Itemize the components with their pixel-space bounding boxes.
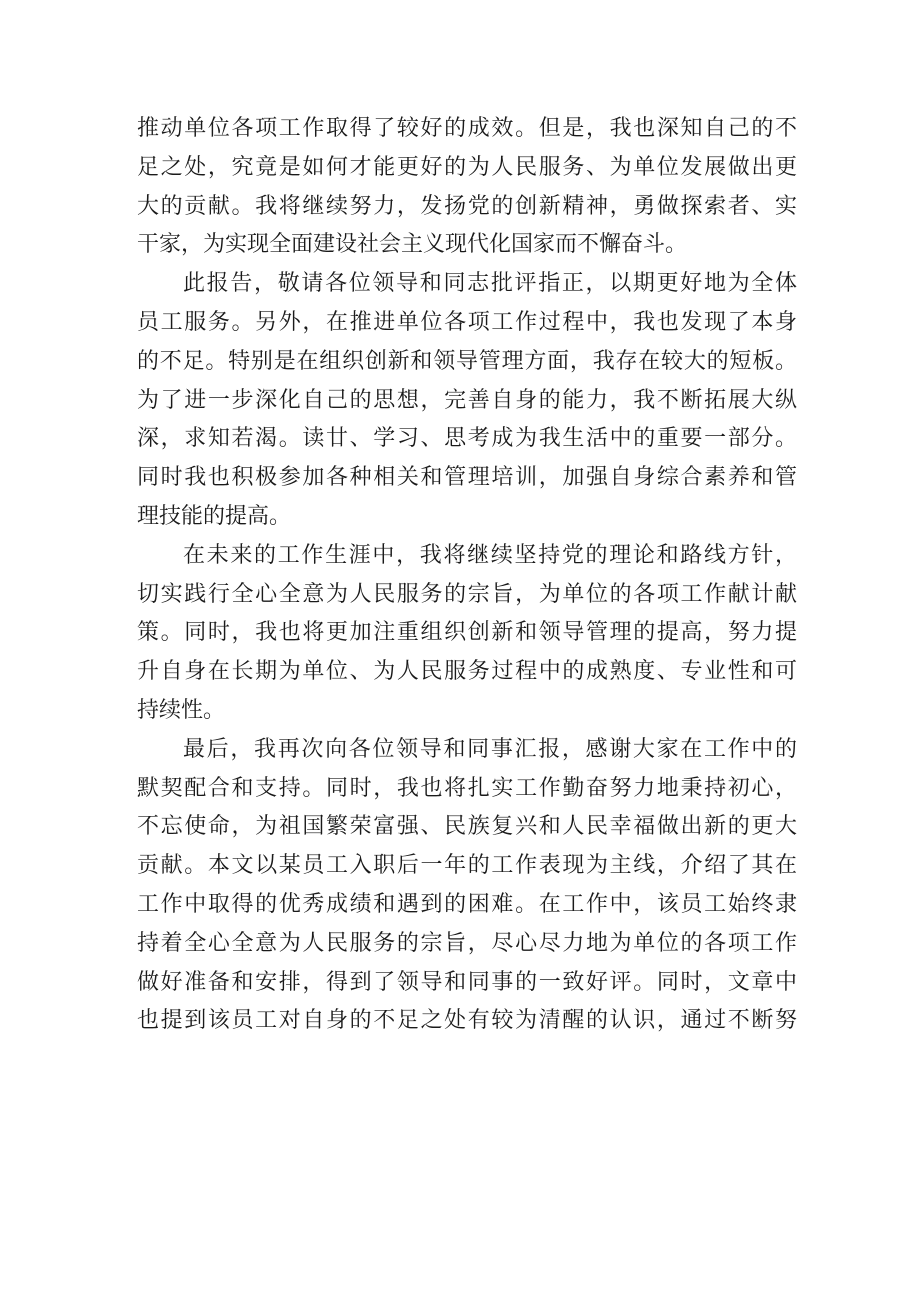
text-line: 持续性。 (137, 697, 226, 723)
paragraph (137, 265, 797, 537)
text-line: 推动单位各项工作取得了较好的成效。但是，我也深知自己的不 (137, 116, 797, 141)
text-line: 最后，我再次向各位领导和同事汇报，感谢大家在工作中的 (183, 736, 797, 762)
text-line: 默契配合和支持。同时，我也将扎实工作勤奋努力地秉持初心， (137, 775, 797, 801)
text-line: 做好准备和安排，得到了领导和同事的一致好评。同时，文章中 (137, 969, 797, 995)
text-line: 理技能的提高。 (137, 503, 292, 529)
text-line: 在未来的工作生涯中，我将继续坚持党的理论和路线方针， (183, 542, 797, 568)
text-line: 足之处，究竟是如何才能更好的为人民服务、为单位发展做出更 (137, 154, 797, 180)
text-line: 干家，为实现全面建设社会主义现代化国家而不懈奋斗。 (137, 232, 688, 258)
document-body (137, 110, 797, 1041)
paragraph (137, 731, 797, 1041)
text-line: 贡献。本文以某员工入职后一年的工作表现为主线，介绍了其在 (137, 853, 797, 879)
text-line: 升自身在长期为单位、为人民服务过程中的成熟度、专业性和可 (137, 659, 797, 685)
text-line: 的不足。特别是在组织创新和领导管理方面，我存在较大的短板。 (137, 348, 797, 374)
paragraph (137, 537, 797, 731)
text-line: 同时我也积极参加各种相关和管理培训，加强自身综合素养和管 (137, 465, 797, 491)
text-line: 不忘使命，为祖国繁荣富强、民族复兴和人民幸福做出新的更大 (137, 814, 797, 840)
text-line: 大的贡献。我将继续努力，发扬党的创新精神，勇做探索者、实 (137, 193, 797, 219)
text-line: 切实践行全心全意为人民服务的宗旨，为单位的各项工作献计献 (137, 581, 797, 607)
text-line: 持着全心全意为人民服务的宗旨，尽心尽力地为单位的各项工作 (137, 930, 797, 956)
text-line: 工作中取得的优秀成绩和遇到的困难。在工作中，该员工始终隶 (137, 891, 797, 917)
text-line: 策。同时，我也将更加注重组织创新和领导管理的提高，努力提 (137, 620, 797, 646)
paragraph (137, 110, 797, 265)
text-line: 为了进一步深化自己的思想，完善自身的能力，我不断拓展大纵 (137, 387, 797, 413)
text-line: 此报告，敬请各位领导和同志批评指正，以期更好地为全体 (183, 271, 797, 297)
text-line: 也提到该员工对自身的不足之处有较为清醒的认识，通过不断努 (137, 1008, 797, 1034)
text-line: 员工服务。另外，在推进单位各项工作过程中，我也发现了本身 (137, 309, 797, 335)
text-line: 深，求知若渴。读廿、学习、思考成为我生活中的重要一部分。 (137, 426, 797, 452)
